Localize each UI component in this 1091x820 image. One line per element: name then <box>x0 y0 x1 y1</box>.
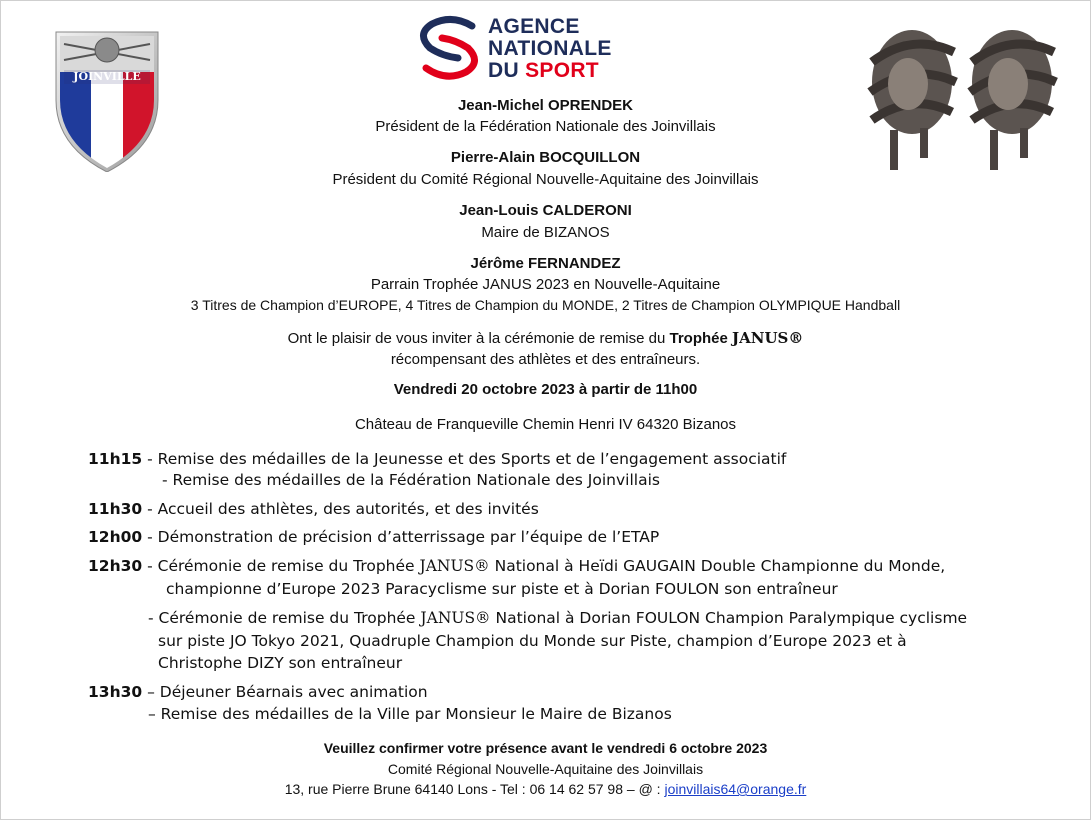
program-time: 13h30 <box>88 683 143 701</box>
person-role-1: Président de la Fédération Nationale des Joinvillais <box>375 118 716 135</box>
agency-line-2: NATIONALE <box>488 37 612 60</box>
contact-email-link[interactable]: joinvillais64@orange.fr <box>664 781 807 797</box>
event-date: Vendredi 20 octobre 2023 à partir de 11h00 <box>393 381 698 398</box>
person-name-4: Jérôme FERNANDEZ <box>470 255 621 272</box>
program-text: - Remise des médailles de la Fédération Nationale des Joinvillais <box>162 471 660 489</box>
contact-address: 13, rue Pierre Brune 64140 Lons - Tel : 06 14 62 57 98 – @ : <box>284 781 665 797</box>
ans-logo-text <box>488 16 612 82</box>
agency-sport: SPORT <box>525 59 599 82</box>
program-text: Christophe DIZY son entraîneur <box>158 654 403 672</box>
event-place: Château de Franqueville Chemin Henri IV 64320 Bizanos <box>354 416 737 433</box>
program-text: - Démonstration de précision d’atterrissage par l’équipe de l’ETAP <box>142 528 660 546</box>
program-item-1230 <box>88 557 945 575</box>
program-text: National à Dorian FOULON Champion Paralympique cyclisme <box>490 609 968 627</box>
program-text: - Accueil des athlètes, des autorités, et des invités <box>142 500 539 518</box>
program-time: 12h00 <box>88 528 143 546</box>
invite-line-2: récompensant des athlètes et des entraîneurs. <box>390 351 701 368</box>
program-text: sur piste JO Tokyo 2021, Quadruple Champion du Monde sur Piste, champion d’Europe 2023 et à <box>158 632 907 650</box>
program-text: championne d’Europe 2023 Paracyclisme sur piste et à Dorian FOULON son entraîneur <box>166 580 838 598</box>
program-text: National à Heïdi GAUGAIN Double Championne du Monde, <box>489 557 946 575</box>
janus-trophy-image-left <box>862 12 962 172</box>
shield-label: JOINVILLE <box>73 70 141 83</box>
person-detail-4: 3 Titres de Champion d’EUROPE, 4 Titres de Champion du MONDE, 2 Titres de Champion OLYMPIQUE Handball <box>190 297 901 313</box>
program-item-1200 <box>88 528 659 546</box>
invite-line-1 <box>0 329 1091 347</box>
program-text: - Remise des médailles de la Jeunesse et des Sports et de l’engagement associatif <box>142 450 787 468</box>
person-role-3: Maire de BIZANOS <box>481 224 610 241</box>
janus-trophy-image-right <box>962 12 1062 172</box>
program-text: – Remise des médailles de la Ville par Monsieur le Maire de Bizanos <box>148 705 672 723</box>
agency-line-1: AGENCE <box>488 15 580 38</box>
program-item-1330 <box>88 683 428 701</box>
person-name-2: Pierre-Alain BOCQUILLON <box>450 149 641 166</box>
program-janus: JANUS® <box>419 557 490 575</box>
person-role-2: Président du Comité Régional Nouvelle-Aquitaine des Joinvillais <box>332 171 759 188</box>
program-text: – Déjeuner Béarnais avec animation <box>142 683 428 701</box>
program-item-1230-b <box>148 609 967 627</box>
program-item-1130 <box>88 500 539 518</box>
program-time: 12h30 <box>88 557 143 575</box>
program-time: 11h15 <box>88 450 143 468</box>
person-name-1: Jean-Michel OPRENDEK <box>457 97 634 114</box>
program-item-1115 <box>88 450 786 468</box>
program-text: - Cérémonie de remise du Trophée <box>142 557 420 575</box>
program-time: 11h30 <box>88 500 143 518</box>
contact-line <box>0 781 1091 797</box>
invite-text: Ont le plaisir de vous inviter à la cérémonie de remise du <box>287 330 670 347</box>
organizer-name: Comité Régional Nouvelle-Aquitaine des Joinvillais <box>387 761 704 777</box>
invite-trophee: Trophée <box>669 330 732 347</box>
program-janus: JANUS® <box>420 609 491 627</box>
program-text: - Cérémonie de remise du Trophée <box>148 609 421 627</box>
agency-du: DU <box>488 59 526 82</box>
person-role-4: Parrain Trophée JANUS 2023 en Nouvelle-Aquitaine <box>370 276 721 293</box>
person-name-3: Jean-Louis CALDERONI <box>459 202 632 219</box>
rsvp-deadline: Veuillez confirmer votre présence avant le vendredi 6 octobre 2023 <box>323 740 768 756</box>
agency-line-3 <box>488 60 612 82</box>
invite-janus: JANUS® <box>732 329 804 347</box>
